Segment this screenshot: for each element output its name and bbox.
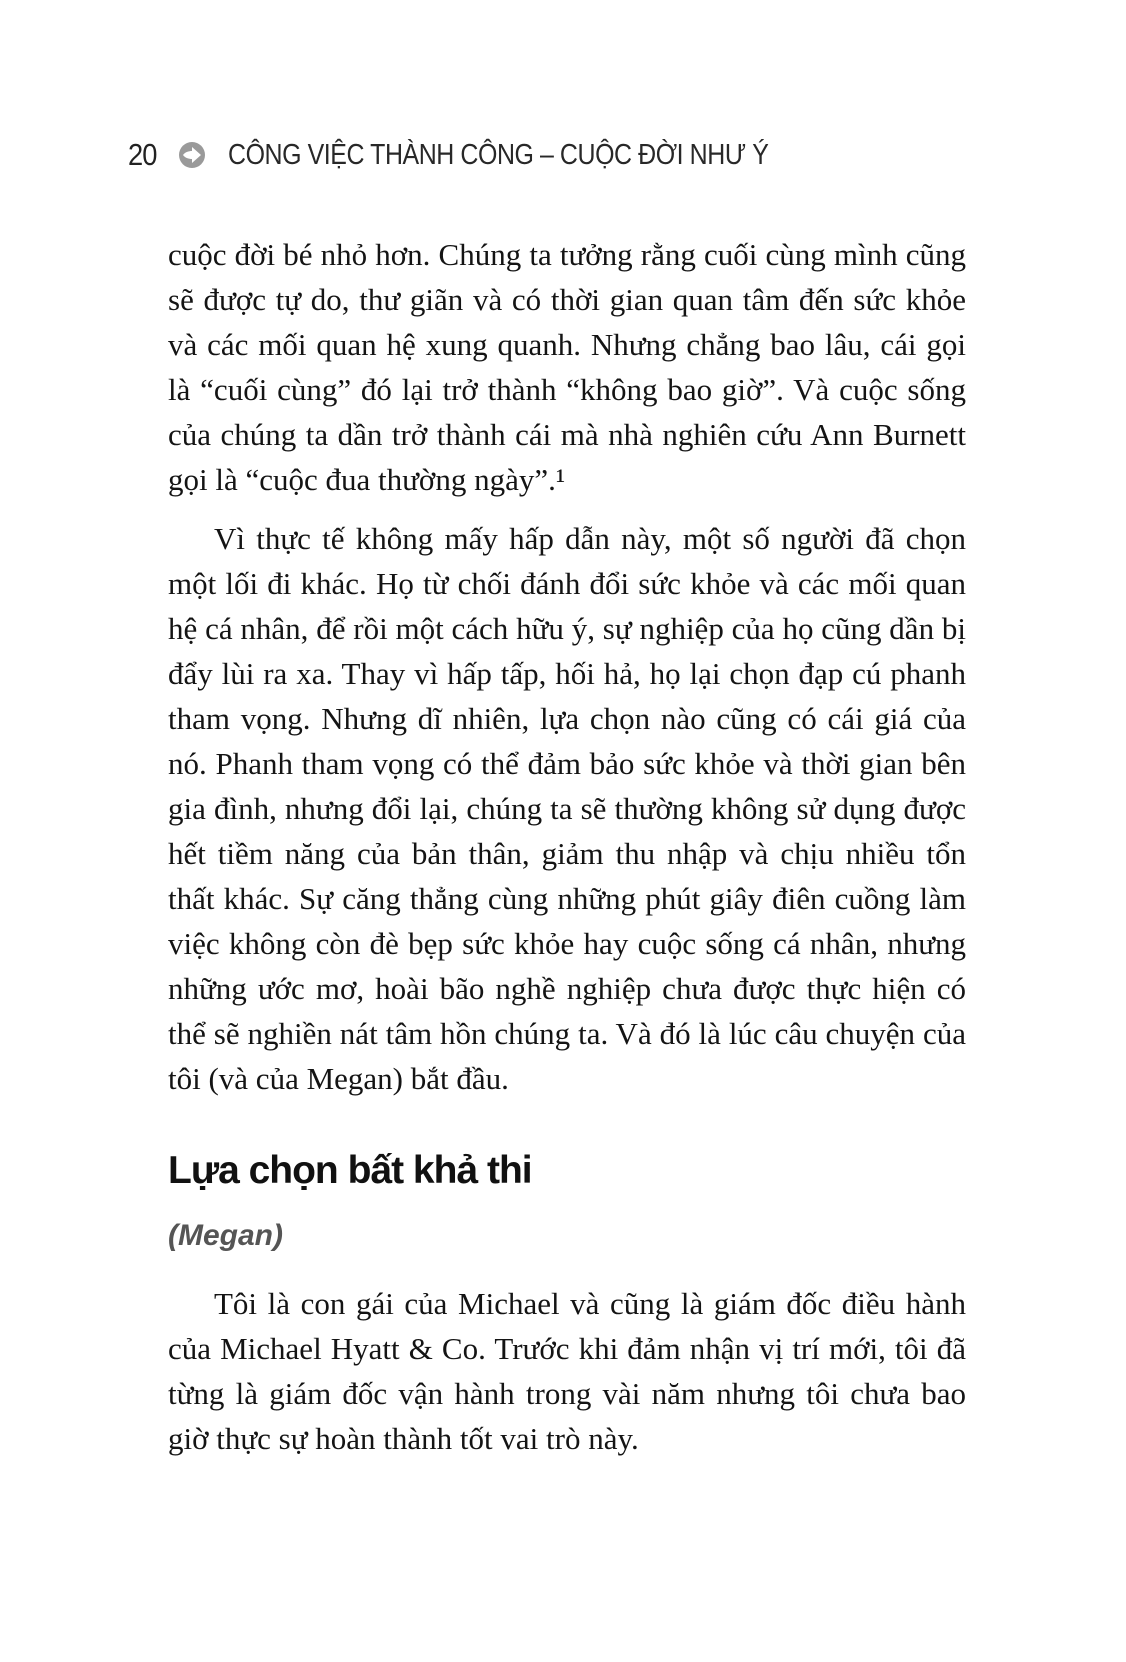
section-heading: Lựa chọn bất khả thi <box>168 1149 532 1192</box>
running-header <box>128 134 1026 176</box>
paragraph: Tôi là con gái của Michael và cũng là giám đốc điều hành của Michael Hyatt & Co. Trước khi đảm nhận vị trí mới, tôi đã từng là giám đốc vận hành trong vài năm nhưng tôi chưa bao giờ thực sự hoàn thành tốt vai trò này. <box>168 1286 966 1456</box>
arrow-right-circle-icon <box>178 141 206 169</box>
page-content <box>168 232 966 1461</box>
paragraph: Vì thực tế không mấy hấp dẫn này, một số người đã chọn một lối đi khác. Họ từ chối đánh đổi sức khỏe và các mối quan hệ cá nhân, để rồi một cách hữu ý, sự nghiệp của họ cũng dần bị đẩy lùi ra xa. Thay vì hấp tấp, hối hả, họ lại chọn đạp cú phanh tham vọng. Nhưng dĩ nhiên, lựa chọn nào cũng có cái giá của nó. Phanh tham vọng có thể đảm bảo sức khỏe và thời gian bên gia đình, nhưng đổi lại, chúng ta sẽ thường không sử dụng được hết tiềm năng của bản thân, giảm thu nhập và chịu nhiều tổn thất khác. Sự căng thẳng cùng những phút giây điên cuồng làm việc không còn đè bẹp sức khỏe hay cuộc sống cá nhân, nhưng những ước mơ, hoài bão nghề nghiệp chưa được thực hiện có thể sẽ nghiền nát tâm hồn chúng ta. Và đó là lúc câu chuyện của tôi (và của Megan) bắt đầu. <box>168 521 966 1096</box>
page-number: 20 <box>128 137 157 172</box>
section-subheading: (Megan) <box>168 1219 283 1252</box>
paragraph-continuation: cuộc đời bé nhỏ hơn. Chúng ta tưởng rằng cuối cùng mình cũng sẽ được tự do, thư giãn và có thời gian quan tâm đến sức khỏe và các mối quan hệ xung quanh. Nhưng chẳng bao lâu, cái gọi là “cuối cùng” đó lại trở thành “không bao giờ”. Và cuộc sống của chúng ta dần trở thành cái mà nhà nghiên cứu Ann Burnett gọi là “cuộc đua thường ngày”.¹ <box>168 237 966 497</box>
running-head-book-title: CÔNG VIỆC THÀNH CÔNG – CUỘC ĐỜI NHƯ Ý <box>228 138 769 171</box>
